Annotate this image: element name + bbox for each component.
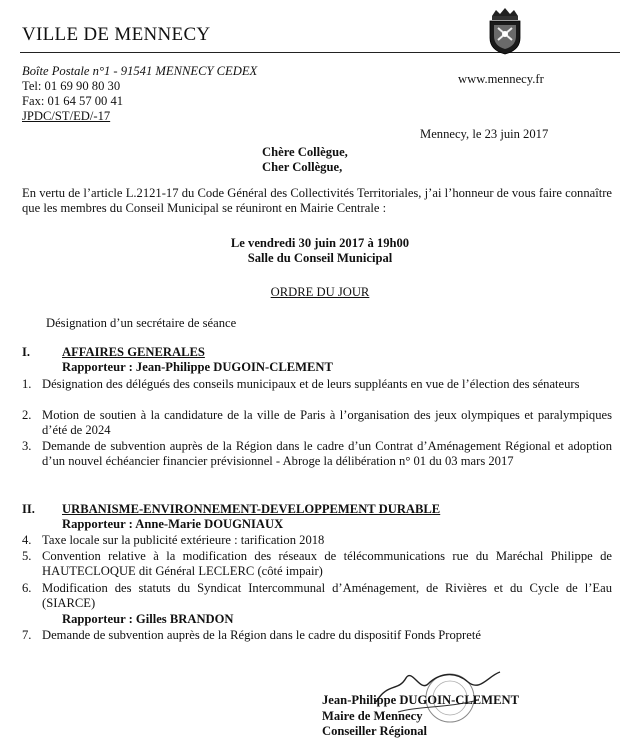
greeting-line-1: Chère Collègue, (262, 145, 348, 159)
section-2-number: II. (22, 502, 35, 516)
website-url: www.mennecy.fr (458, 72, 544, 86)
letter-date: Mennecy, le 23 juin 2017 (420, 127, 549, 141)
agenda-item-3 (22, 439, 612, 484)
meeting-place: Salle du Conseil Municipal (247, 251, 393, 265)
agenda-item-number: 5. (22, 549, 32, 563)
signatory-role-mayor: Maire de Mennecy (322, 709, 423, 723)
agenda-item-5 (22, 549, 612, 579)
section-1-rapporteur: Rapporteur : Jean-Philippe DUGOIN-CLEMENT (62, 360, 333, 374)
header-divider (20, 52, 620, 53)
greeting-line-2: Cher Collègue, (262, 160, 343, 174)
agenda-item-text: Motion de soutien à la candidature de la ville de Paris à l’organisation des jeux olympiques et paralympiques d’été de 2024 (42, 408, 612, 437)
agenda-item-text: Modification des statuts du Syndicat Intercommunal d’Aménagement, de Rivières et du Cycle de l’Eau (SIARCE) (42, 581, 612, 610)
section-1-number: I. (22, 345, 31, 359)
agenda-item-text: Demande de subvention auprès de la Région dans le cadre d’un Contrat d’Aménagement Régional et adoption d’un nouvel échéancier financier prévisionnel - Abroge la délibération n° 01 du 03 mars 2017 (42, 439, 612, 468)
agenda-item-text: Convention relative à la modification des réseaux de télécommunications rue du Maréchal Philippe de HAUTECLOQUE dit Général LECLERC (côté impair) (42, 549, 612, 578)
agenda-item-4 (22, 533, 612, 548)
agenda-item-number: 3. (22, 439, 32, 453)
reference-code: JPDC/ST/ED/-17 (22, 109, 111, 123)
section-1-title: AFFAIRES GENERALES (62, 345, 205, 359)
secretary-designation: Désignation d’un secrétaire de séance (46, 316, 237, 330)
fax: Fax: 01 64 57 00 41 (22, 94, 124, 108)
agenda-item-7 (22, 628, 612, 643)
section-2-rapporteur: Rapporteur : Anne-Marie DOUGNIAUX (62, 517, 284, 531)
signatory-name: Jean-Philippe DUGOIN-CLEMENT (322, 693, 519, 707)
agenda-item-number: 4. (22, 533, 32, 547)
section-2-rapporteur-2: Rapporteur : Gilles BRANDON (62, 612, 234, 626)
postal-address: Boîte Postale n°1 - 91541 MENNECY CEDEX (22, 64, 258, 78)
intro-paragraph: En vertu de l’article L.2121-17 du Code Général des Collectivités Territoriales, j’ai l’honneur de vous faire connaître que les membres du Conseil Municipal se réuniront en Mairie Centrale : (22, 186, 612, 215)
agenda-item-text: Désignation des délégués des conseils municipaux et de leurs suppléants en vue de l’élection des sénateurs (42, 377, 580, 391)
agenda-item-number: 7. (22, 628, 32, 642)
meeting-date: Le vendredi 30 juin 2017 à 19h00 (230, 236, 410, 250)
signatory-role-councillor: Conseiller Régional (322, 724, 428, 738)
agenda-item-number: 1. (22, 377, 32, 391)
agenda-item-number: 2. (22, 408, 32, 422)
agenda-item-2 (22, 408, 612, 438)
agenda-item-text: Taxe locale sur la publicité extérieure : tarification 2018 (42, 533, 325, 547)
agenda-item-1 (22, 377, 612, 407)
section-2-title: URBANISME-ENVIRONNEMENT-DEVELOPPEMENT DURABLE (62, 502, 441, 516)
agenda-title: ORDRE DU JOUR (270, 285, 370, 299)
agenda-item-number: 6. (22, 581, 32, 595)
agenda-item-text: Demande de subvention auprès de la Région dans le cadre du dispositif Fonds Propreté (42, 628, 481, 642)
city-title: VILLE DE MENNECY (22, 24, 211, 45)
coat-of-arms-logo (486, 6, 524, 56)
telephone: Tel: 01 69 90 80 30 (22, 79, 121, 93)
agenda-item-6 (22, 581, 612, 611)
